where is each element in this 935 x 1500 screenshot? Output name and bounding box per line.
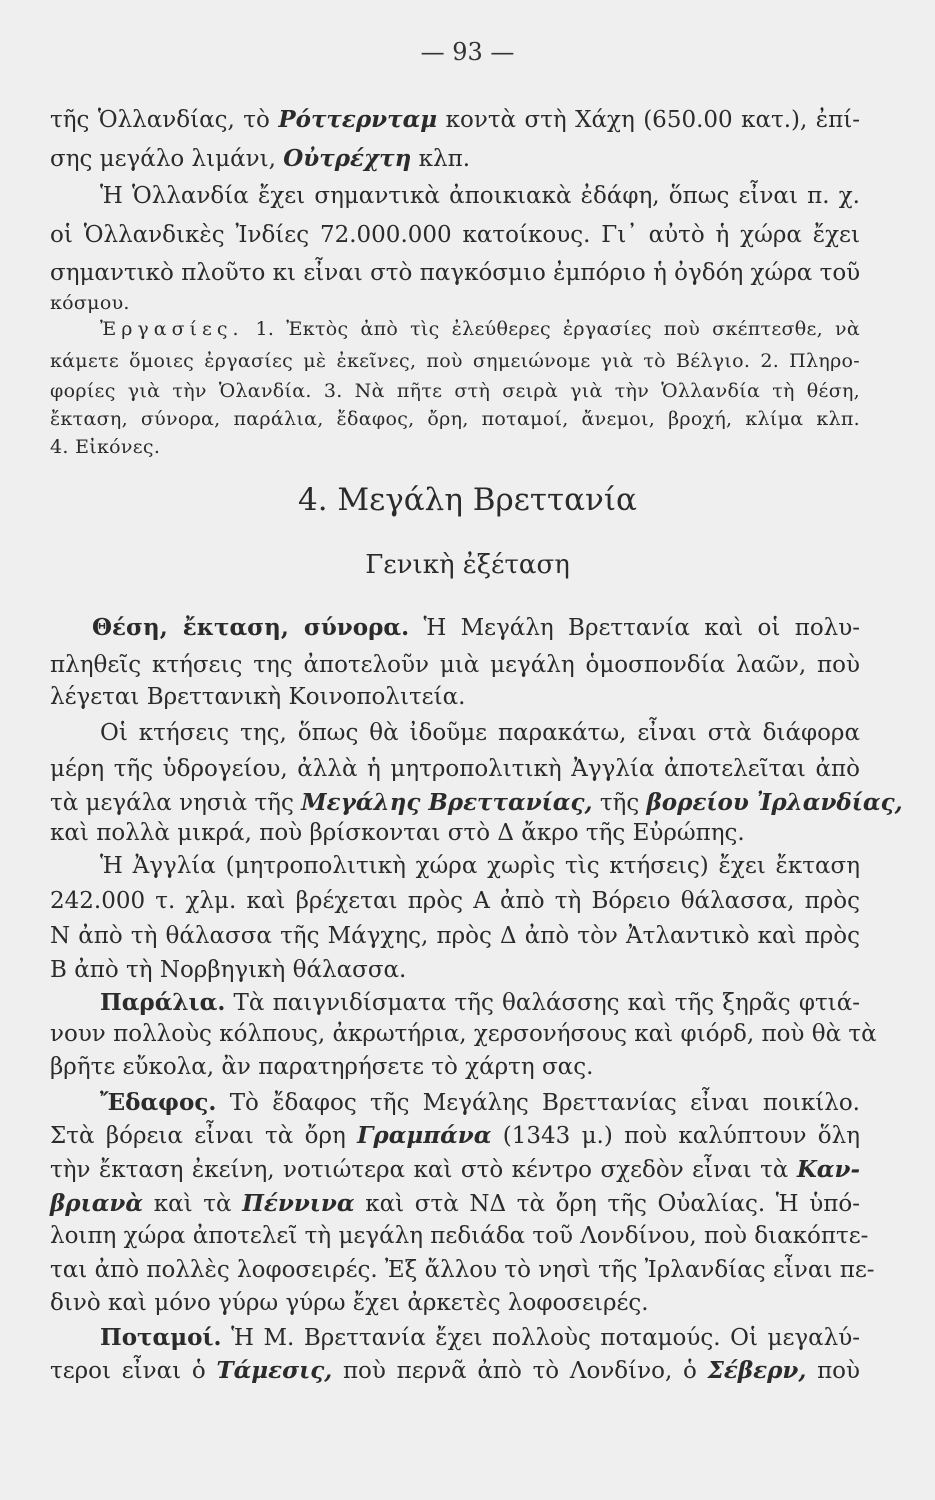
text-line: 242.000 τ. χλμ. καὶ βρέχεται πρὸς Α ἀπὸ τὴ Βόρειο θάλασσα, πρὸς	[50, 888, 860, 914]
text-line: νουν πολλοὺς κόλπους, ἀκρωτήρια, χερσονήσους καὶ φιόρδ, ποὺ θὰ τὰ	[50, 1021, 877, 1047]
text-line: λέγεται Βρεττανικὴ Κοινοπολιτεία.	[50, 684, 466, 710]
place-name: Μεγάλης Βρεττανίας,	[301, 789, 593, 816]
text-line: καὶ πολλὰ μικρά, ποὺ βρίσκονται στὸ Δ ἄκρο τῆς Εὐρώπης.	[50, 820, 745, 846]
place-name: Οὐτρέχτη	[283, 145, 412, 172]
exercise-line: φορίες γιὰ τὴν Ὁλανδία. 3. Νὰ πῆτε στὴ σειρὰ γιὰ τὴν Ὁλλανδία τὴ θέση,	[50, 380, 860, 402]
paragraph-heading: Ἔδαφος.	[100, 1089, 217, 1116]
paragraph-heading: Θέση, ἔκταση, σύνορα.	[92, 614, 410, 641]
text-span: ποὺ	[817, 1358, 861, 1384]
text-line	[50, 106, 860, 133]
text-line	[50, 1190, 860, 1217]
text-span: τεροι εἶναι ὁ	[50, 1358, 206, 1384]
text-span: τὴν ἔκταση ἐκείνη, νοτιώτερα καὶ στὸ κέντρο σχεδὸν εἶναι τὰ	[50, 1157, 789, 1183]
place-name: βριανὰ	[50, 1190, 144, 1217]
text-span: κοντὰ στὴ Χάχη (650.00 κατ.), ἐπί-	[445, 107, 861, 133]
text-span: Τὰ παιγνιδίσματα τῆς θαλάσσης καὶ τῆς ξηρᾶς φτιά-	[233, 990, 860, 1016]
text-span: Ἡ Μεγάλη Βρεττανία καὶ οἱ πολυ-	[423, 615, 860, 641]
text-line: Ἡ Ἀγγλία (μητροπολιτικὴ χώρα χωρὶς τὶς κτήσεις) ἔχει ἔκταση	[100, 853, 860, 879]
exercise-line: ἔκταση, σύνορα, παράλια, ἔδαφος, ὄρη, ποταμοί, ἄνεμοι, βροχή, κλίμα κλπ.	[50, 408, 860, 430]
text-span: σης μεγάλο λιμάνι,	[50, 146, 276, 172]
place-name: Πέννινα	[242, 1190, 355, 1217]
text-line: λοιπη χώρα ἀποτελεῖ τὴ μεγάλη πεδιάδα τοῦ Λονδίνου, ποὺ διακόπτε-	[50, 1223, 869, 1249]
text-line	[92, 614, 860, 641]
place-name: βορείου Ἰρλανδίας,	[646, 789, 903, 816]
text-line: Ν ἀπὸ τὴ θάλασσα τῆς Μάγχης, πρὸς Δ ἀπὸ τὸν Ἀτλαντικὸ καὶ πρὸς	[50, 923, 860, 949]
text-span: ποὺ περνᾶ ἀπὸ τὸ Λονδίνο, ὁ	[342, 1358, 697, 1384]
place-name: Ρόττερνταμ	[278, 106, 438, 133]
place-name: Καν-	[796, 1156, 861, 1183]
text-line	[50, 1122, 860, 1149]
text-span: Ἡ Μ. Βρεττανία ἔχει πολλοὺς ποταμούς. Οἱ μεγαλύ-	[231, 1325, 860, 1351]
text-line: Β ἀπὸ τὴ Νορβηγικὴ θάλασσα.	[50, 957, 407, 983]
place-name: Σέβερν,	[707, 1357, 807, 1384]
text-span: καὶ στὰ ΝΔ τὰ ὄρη τῆς Οὐαλίας. Ἡ ὑπό-	[365, 1191, 860, 1217]
text-line	[50, 1156, 860, 1183]
text-span: τῆς	[599, 790, 640, 816]
text-line	[100, 1089, 860, 1116]
text-line: οἱ Ὁλλανδικὲς Ἰνδίες 72.000.000 κατοίκους. Γι᾿ αὐτὸ ἡ χώρα ἔχει	[50, 222, 860, 248]
text-span: Τὸ ἔδαφος τῆς Μεγάλης Βρεττανίας εἶναι ποικίλο.	[229, 1090, 860, 1116]
text-line: σημαντικὸ πλοῦτο κι εἶναι στὸ παγκόσμιο ἐμπόριο ἡ ὀγδόη χώρα τοῦ	[50, 260, 861, 286]
text-line: πληθεῖς κτήσεις της ἀποτελοῦν μιὰ μεγάλη ὁμοσπονδία λαῶν, ποὺ	[50, 652, 860, 678]
text-line: κόσμου.	[50, 292, 130, 314]
paragraph-heading: Παράλια.	[100, 989, 226, 1016]
text-line	[100, 989, 860, 1016]
section-subtitle: Γενικὴ ἐξέταση	[365, 550, 570, 580]
place-name: Γραμπάνα	[357, 1122, 492, 1149]
text-line	[50, 1357, 860, 1384]
text-line: Οἱ κτήσεις της, ὅπως θὰ ἰδοῦμε παρακάτω, εἶναι στὰ διάφορα	[100, 720, 860, 746]
exercise-line: 4. Εἰκόνες.	[50, 436, 161, 458]
text-span: καὶ τὰ	[153, 1191, 232, 1217]
text-line	[50, 145, 860, 172]
text-span: τὰ μεγάλα νησιὰ τῆς	[50, 790, 294, 816]
paragraph-heading: Ποταμοί.	[100, 1324, 222, 1351]
text-span: 1. Ἐκτὸς ἀπὸ τὶς ἐλεύθερες ἐργασίες ποὺ σκέπτεσθε, νὰ	[255, 318, 860, 340]
text-line: βρῆτε εὔκολα, ἂν παρατηρήσετε τὸ χάρτη σας.	[50, 1054, 594, 1080]
exercise-line: κάμετε ὅμοιες ἐργασίες μὲ ἐκεῖνες, ποὺ σημειώνομε γιὰ τὸ Βέλγιο. 2. Πληρο-	[50, 350, 860, 372]
text-span: κλπ.	[418, 146, 471, 172]
text-line	[50, 789, 903, 816]
text-line: Ἡ Ὁλλανδία ἔχει σημαντικὰ ἀποικιακὰ ἐδάφη, ὅπως εἶναι π. χ.	[100, 183, 860, 209]
section-title: 4. Μεγάλη Βρεττανία	[297, 482, 637, 518]
text-span: τῆς Ὁλλανδίας, τὸ	[50, 107, 270, 133]
text-line: μέρη τῆς ὑδρογείου, ἀλλὰ ἡ μητροπολιτικὴ Ἀγγλία ἀποτελεῖται ἀπὸ	[50, 756, 860, 782]
text-line	[100, 1324, 860, 1351]
page-number: — 93 —	[420, 38, 515, 66]
text-span: (1343 μ.) ποὺ καλύπτουν ὅλη	[502, 1123, 860, 1149]
exercise-label: Ἐργασίες.	[100, 318, 244, 340]
text-line: δινὸ καὶ μόνο γύρω γύρω ἔχει ἀρκετὲς λοφοσειρές.	[50, 1290, 649, 1316]
text-span: Στὰ βόρεια εἶναι τὰ ὄρη	[50, 1123, 346, 1149]
text-line: ται ἀπὸ πολλὲς λοφοσειρές. Ἐξ ἄλλου τὸ νησὶ τῆς Ἰρλανδίας εἶναι πε-	[50, 1257, 875, 1283]
exercise-line	[100, 318, 860, 340]
place-name: Τάμεσις,	[216, 1357, 333, 1384]
